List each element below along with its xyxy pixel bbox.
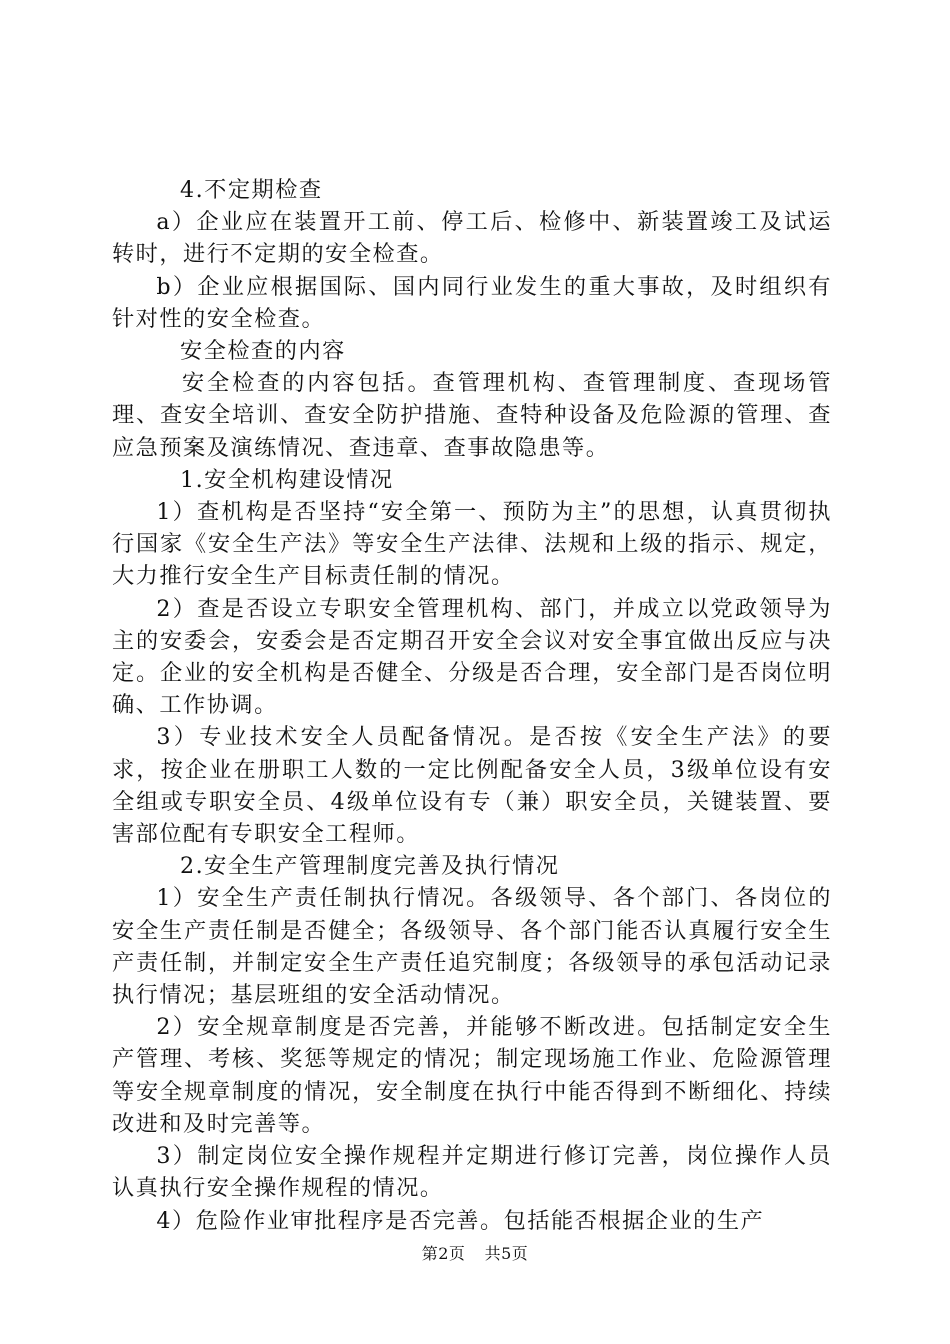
page-number: 第2页 xyxy=(421,1244,466,1263)
body-paragraph: 2）查是否设立专职安全管理机构、部门，并成立以党政领导为主的安委会，安委会是否定期召开安全会议对安全事宜做出反应与决定。企业的安全机构是否健全、分级是否合理，安全部门是否岗位明确、工作协调。 xyxy=(112,595,832,719)
body-paragraph: b）企业应根据国际、国内同行业发生的重大事故，及时组织有针对性的安全检查。 xyxy=(112,273,832,332)
section-heading: 2.安全生产管理制度完善及执行情况 xyxy=(180,853,560,880)
body-paragraph: a）企业应在装置开工前、停工后、检修中、新装置竣工及试运转时，进行不定期的安全检查。 xyxy=(112,209,832,268)
body-paragraph: 3）制定岗位安全操作规程并定期进行修订完善，岗位操作人员认真执行安全操作规程的情况。 xyxy=(112,1143,832,1202)
body-paragraph: 3）专业技术安全人员配备情况。是否按《安全生产法》的要求，按企业在册职工人数的一定比例配备安全人员，3级单位设有安全组或专职安全员、4级单位设有专（兼）职安全员，关键装置、要害部位配有专职安全工程师。 xyxy=(112,724,832,848)
body-paragraph: 1）查机构是否坚持“安全第一、预防为主”的思想，认真贯彻执行国家《安全生产法》等安全生产法律、法规和上级的指示、规定，大力推行安全生产目标责任制的情况。 xyxy=(112,499,832,590)
body-paragraph: 1）安全生产责任制执行情况。各级领导、各个部门、各岗位的安全生产责任制是否健全；各级领导、各个部门能否认真履行安全生产责任制，并制定安全生产责任追究制度；各级领导的承包活动记录执行情况；基层班组的安全活动情况。 xyxy=(112,885,832,1009)
section-heading: 1.安全机构建设情况 xyxy=(180,466,394,493)
body-paragraph: 2）安全规章制度是否完善，并能够不断改进。包括制定安全生产管理、考核、奖惩等规定的情况；制定现场施工作业、危险源管理等安全规章制度的情况，安全制度在执行中能否得到不断细化、持续改进和及时完善等。 xyxy=(112,1014,832,1137)
page-footer xyxy=(0,1244,950,1264)
section-heading: 安全检查的内容 xyxy=(180,338,346,365)
body-paragraph: 4）危险作业审批程序是否完善。包括能否根据企业的生产 xyxy=(156,1207,765,1234)
body-paragraph: 安全检查的内容包括。查管理机构、查管理制度、查现场管理、查安全培训、查安全防护措施、查特种设备及危险源的管理、查应急预案及演练情况、查违章、查事故隐患等。 xyxy=(112,370,832,461)
section-heading: 4.不定期检查 xyxy=(180,177,323,203)
page-total: 共5页 xyxy=(484,1244,529,1263)
document-body xyxy=(112,174,832,1237)
